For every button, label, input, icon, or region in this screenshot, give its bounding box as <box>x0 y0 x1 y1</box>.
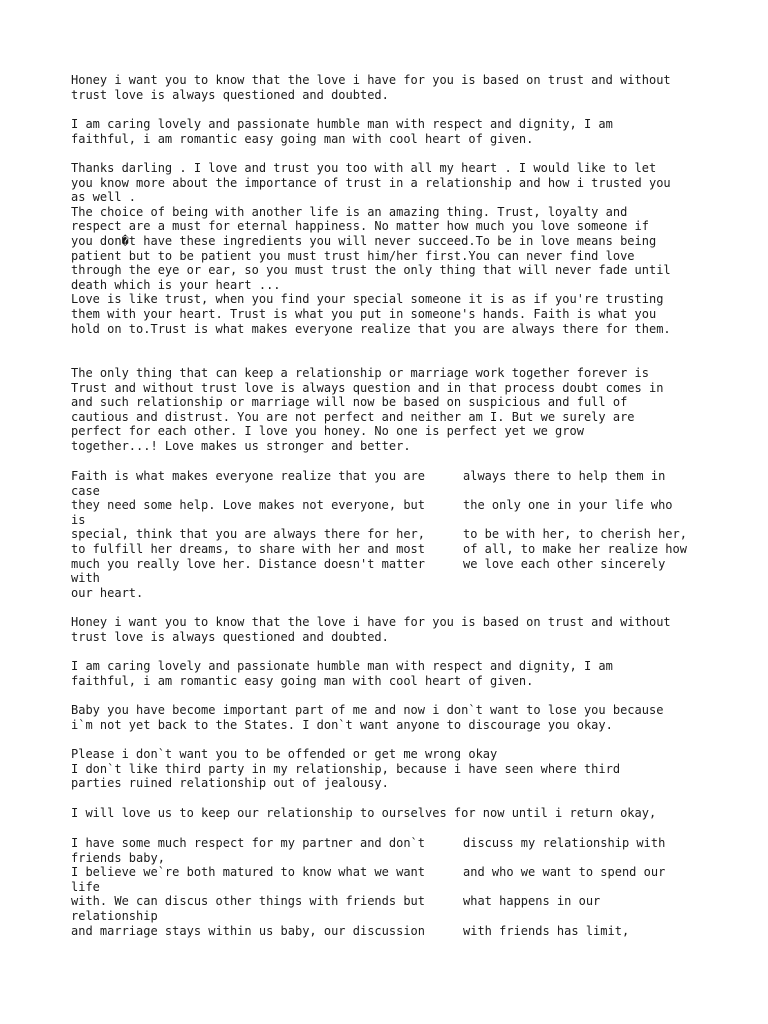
left-column-line: our heart. <box>71 585 144 600</box>
text-line: I don`t like third party in my relationship, because i have seen where third <box>71 761 621 776</box>
left-column-line: they need some help. Love makes not everyone, but <box>71 498 426 513</box>
text-line: respect are a must for eternal happiness. No matter how much you love someone if <box>71 219 649 234</box>
right-column-line: of all, to make her realize how <box>463 542 687 556</box>
text-line: trust love is always questioned and doubted. <box>71 87 389 102</box>
text-line: together...! Love makes us stronger and better. <box>71 439 411 453</box>
left-column-line: is <box>71 512 86 527</box>
text-line: cautious and distrust. You are not perfect and neither am I. But we surely are <box>71 409 635 424</box>
text-line: trust love is always questioned and doubted. <box>71 629 389 644</box>
text-line: them with your heart. Trust is what you put in someone's hands. Faith is what you <box>71 307 657 321</box>
left-column-line: Faith is what makes everyone realize that you are <box>71 469 426 483</box>
text-line: as well . <box>71 190 137 205</box>
text-line: perfect for each other. I love you honey. No one is perfect yet we grow <box>71 424 584 439</box>
right-column-line: and who we want to spend our <box>463 865 666 880</box>
left-column-line: life <box>71 879 100 894</box>
left-column-line: and marriage stays within us baby, our discussion <box>71 923 426 938</box>
text-line: I am caring lovely and passionate humble man with respect and dignity, I am <box>71 659 613 673</box>
right-column-line: what happens in our <box>463 894 601 909</box>
left-column-line: with. We can discus other things with friends but <box>71 894 426 909</box>
text-line: The choice of being with another life is an amazing thing. Trust, loyalty and <box>71 204 628 219</box>
left-column-line: special, think that you are always there for her, <box>71 527 426 542</box>
text-line: Honey i want you to know that the love i have for you is based on trust and without <box>71 615 671 629</box>
text-line: you know more about the importance of trust in a relationship and how i trusted you <box>71 175 671 190</box>
text-line: and such relationship or marriage will now be based on suspicious and full of <box>71 395 628 410</box>
right-column-line: to be with her, to cherish her, <box>463 527 687 542</box>
text-line: Honey i want you to know that the love i have for you is based on trust and without <box>71 73 671 87</box>
right-column-line: we love each other sincerely <box>463 556 666 571</box>
text-line: I am caring lovely and passionate humble man with respect and dignity, I am <box>71 117 613 131</box>
right-column-line: the only one in your life who <box>463 498 673 513</box>
text-line: The only thing that can keep a relationship or marriage work together forever is <box>71 366 649 380</box>
right-column-line: discuss my relationship with <box>463 836 666 850</box>
left-column-line: case <box>71 483 100 498</box>
text-line: parties ruined relationship out of jealousy. <box>71 776 389 791</box>
text-line: i`m not yet back to the States. I don`t want anyone to discourage you okay. <box>71 717 613 732</box>
left-column-line: I believe we`re both matured to know what we want <box>71 865 426 880</box>
text-line: through the eye or ear, so you must trust the only thing that will never fade until <box>71 263 671 278</box>
text-line: death which is your heart ... <box>71 277 281 292</box>
left-column-line: relationship <box>71 909 158 923</box>
right-column-line: with friends has limit, <box>463 923 630 938</box>
text-line: I will love us to keep our relationship to ourselves for now until i return okay, <box>71 806 657 820</box>
right-column-line: always there to help them in <box>463 469 666 483</box>
text-line: Please i don`t want you to be offended or get me wrong okay <box>71 747 498 761</box>
left-column-line: friends baby, <box>71 850 165 865</box>
text-line: patient but to be patient you must trust him/her first.You can never find love <box>71 248 635 263</box>
left-column-line: to fulfill her dreams, to share with her and most <box>71 542 426 556</box>
text-line: faithful, i am romantic easy going man with cool heart of given. <box>71 131 534 146</box>
text-line: Trust and without trust love is always question and in that process doubt comes in <box>71 380 664 395</box>
left-column-line: I have some much respect for my partner and don`t <box>71 836 426 850</box>
text-line: Love is like trust, when you find your special someone it is as if you're trusting <box>71 292 664 307</box>
text-line: Thanks darling . I love and trust you too with all my heart . I would like to let <box>71 161 657 175</box>
text-line: you don�t have these ingredients you will never succeed.To be in love means being <box>71 234 657 248</box>
left-column-line: much you really love her. Distance doesn't matter <box>71 556 426 571</box>
text-line: hold on to.Trust is what makes everyone realize that you are always there for them. <box>71 321 671 336</box>
left-column-line: with <box>71 571 100 586</box>
text-line: Baby you have become important part of me and now i don`t want to lose you because <box>71 703 664 717</box>
text-line: faithful, i am romantic easy going man with cool heart of given. <box>71 673 534 688</box>
